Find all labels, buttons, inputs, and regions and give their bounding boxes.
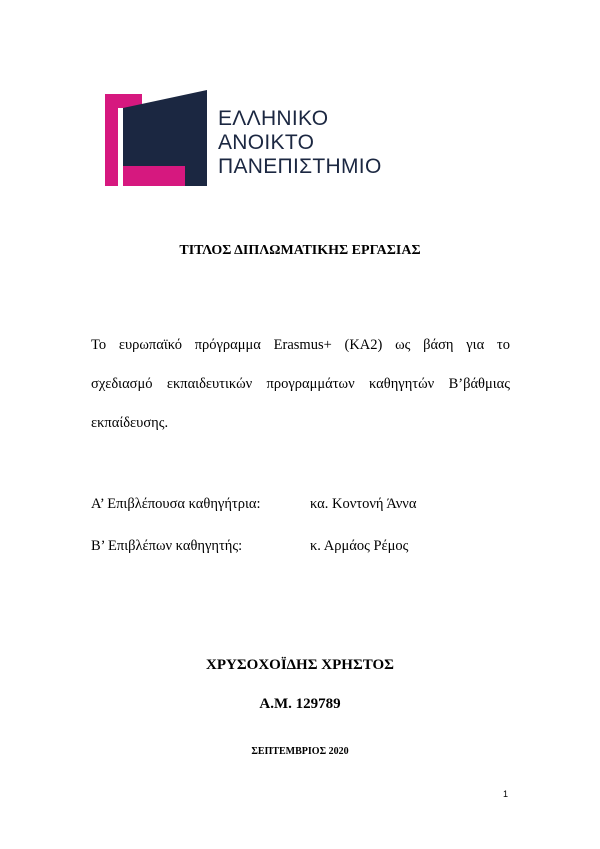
title-line-1: Το ευρωπαϊκό πρόγραμμα Erasmus+ (KA2) ως βάση για το — [91, 337, 510, 353]
supervisor-role: Α’ Επιβλέπουσα καθηγήτρια: — [91, 496, 261, 512]
logo-text — [218, 107, 382, 179]
university-logo — [105, 90, 395, 190]
student-id: Α.Μ. 129789 — [259, 696, 341, 712]
thesis-title — [91, 326, 510, 443]
supervisor-name: κ. Αρμάος Ρέμος — [310, 538, 409, 554]
thesis-heading: ΤΙΤΛΟΣ ΔΙΠΛΩΜΑΤΙΚΗΣ ΕΡΓΑΣΙΑΣ — [179, 243, 421, 258]
page-number: 1 — [503, 789, 509, 799]
supervisor-role: Β’ Επιβλέπων καθηγητής: — [91, 538, 243, 554]
author-name: ΧΡΥΣΟΧΟΪΔΗΣ ΧΡΗΣΤΟΣ — [206, 657, 394, 673]
logo-line-2: ΑΝΟΙΚΤΟ — [218, 131, 315, 154]
supervisor-name: κα. Κοντονή Άννα — [310, 496, 417, 512]
logo-line-3: ΠΑΝΕΠΙΣΤΗΜΙΟ — [218, 155, 382, 178]
logo-mark-icon — [105, 90, 207, 186]
title-line-2: σχεδιασμό εκπαιδευτικών προγραμμάτων καθηγητών Β’βάθμιας — [91, 376, 510, 392]
logo-line-1: ΕΛΛΗΝΙΚΟ — [218, 107, 329, 130]
title-line-3: εκπαίδευσης. — [91, 415, 169, 431]
date: ΣΕΠΤΕΜΒΡΙΟΣ 2020 — [251, 746, 349, 757]
